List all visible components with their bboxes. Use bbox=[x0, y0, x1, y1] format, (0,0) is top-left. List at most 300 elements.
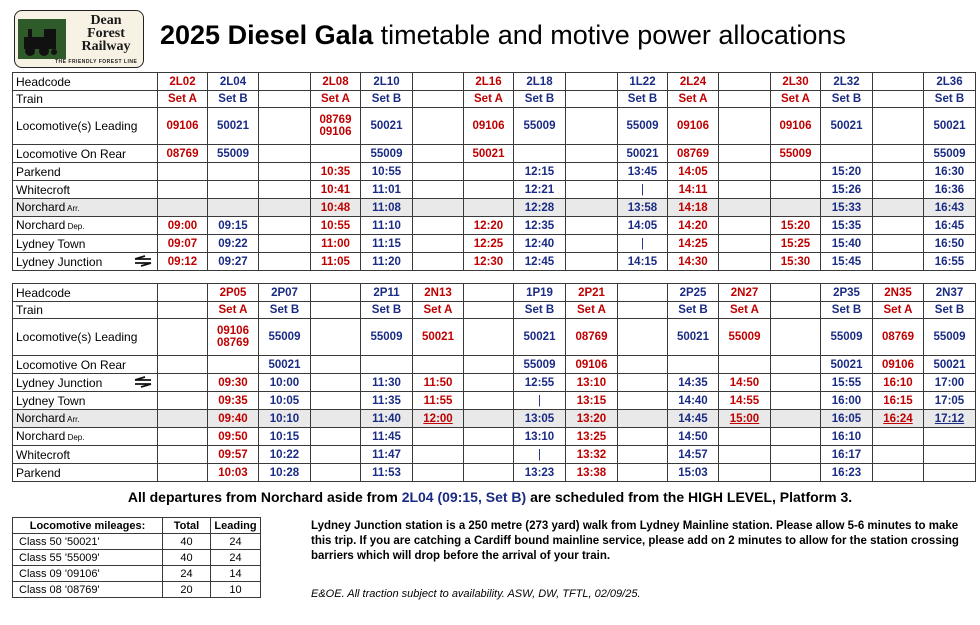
time: 14:55 bbox=[719, 392, 771, 410]
time: 09:07 bbox=[158, 235, 208, 253]
time: 16:10 bbox=[873, 374, 924, 392]
time bbox=[259, 217, 311, 235]
time bbox=[208, 199, 259, 217]
time: 14:35 bbox=[668, 374, 719, 392]
loco-leading: 50021 bbox=[821, 108, 873, 145]
loco-rear bbox=[873, 145, 924, 163]
headcode: 2N13 bbox=[413, 284, 464, 302]
mileage-cls: Class 50 '50021' bbox=[13, 534, 163, 550]
loco-rear: 50021 bbox=[618, 145, 668, 163]
time: 14:05 bbox=[668, 163, 719, 181]
time bbox=[566, 199, 618, 217]
time bbox=[464, 199, 514, 217]
loco-rear bbox=[668, 356, 719, 374]
time: 13:10 bbox=[514, 428, 566, 446]
loco-leading bbox=[566, 108, 618, 145]
time: 17:12 bbox=[924, 410, 976, 428]
loco-rear bbox=[208, 356, 259, 374]
rear-row bbox=[13, 145, 976, 163]
time bbox=[464, 392, 514, 410]
headcode: 2L02 bbox=[158, 73, 208, 91]
time: 11:50 bbox=[413, 374, 464, 392]
loco-rear bbox=[719, 145, 771, 163]
time bbox=[618, 464, 668, 482]
leading-row bbox=[13, 319, 976, 356]
loco-leading bbox=[311, 319, 361, 356]
time: 10:05 bbox=[259, 392, 311, 410]
loco-rear: 50021 bbox=[821, 356, 873, 374]
mileage-total: 40 bbox=[163, 550, 211, 566]
time bbox=[924, 428, 976, 446]
loco-rear: 50021 bbox=[924, 356, 976, 374]
train-set: Set B bbox=[208, 91, 259, 108]
dfr-logo bbox=[14, 10, 144, 68]
time bbox=[413, 464, 464, 482]
time bbox=[158, 392, 208, 410]
time bbox=[566, 217, 618, 235]
headcode bbox=[464, 284, 514, 302]
time: 16:43 bbox=[924, 199, 976, 217]
logo-line-2: Forest bbox=[87, 26, 125, 41]
time: 15:20 bbox=[771, 217, 821, 235]
time: 09:12 bbox=[158, 253, 208, 271]
station-row bbox=[13, 235, 976, 253]
time: 11:05 bbox=[311, 253, 361, 271]
row-label: Norchard Dep. bbox=[13, 428, 158, 446]
mileage-heading: Leading bbox=[211, 518, 261, 534]
loco-leading: 50021 bbox=[924, 108, 976, 145]
row-label: Whitecroft bbox=[13, 181, 158, 199]
time: 09:27 bbox=[208, 253, 259, 271]
time: 16:36 bbox=[924, 181, 976, 199]
time bbox=[873, 464, 924, 482]
headcode bbox=[873, 73, 924, 91]
time: 10:28 bbox=[259, 464, 311, 482]
mileage-row bbox=[13, 566, 261, 582]
time bbox=[873, 253, 924, 271]
loco-leading: 55009 bbox=[259, 319, 311, 356]
lydney-walk-info: Lydney Junction station is a 250 metre (273 yard) walk from Lydney Mainline station. Please allow 5-6 minutes to make this trip. If you are catching a Cardiff bound mainline service, please add on 2 minutes to allow for the station crossing barriers which will drop before the arrival of your train. bbox=[311, 520, 959, 562]
loco-rear bbox=[259, 145, 311, 163]
time: 12:15 bbox=[514, 163, 566, 181]
time: 10:55 bbox=[311, 217, 361, 235]
headcode-row bbox=[13, 73, 976, 91]
station-row bbox=[13, 410, 976, 428]
loco-leading: 08769 bbox=[873, 319, 924, 356]
loco-leading: 55009 bbox=[514, 108, 566, 145]
train-set: Set B bbox=[361, 302, 413, 319]
time bbox=[873, 163, 924, 181]
loco-rear: 50021 bbox=[259, 356, 311, 374]
loco-rear bbox=[464, 356, 514, 374]
row-label: Locomotive(s) Leading bbox=[13, 319, 158, 356]
time bbox=[771, 163, 821, 181]
time: 14:25 bbox=[668, 235, 719, 253]
time: 15:30 bbox=[771, 253, 821, 271]
loco-leading: 50021 bbox=[361, 108, 413, 145]
loco-leading bbox=[618, 319, 668, 356]
time: | bbox=[618, 235, 668, 253]
time: | bbox=[514, 446, 566, 464]
time: 11:20 bbox=[361, 253, 413, 271]
train-set: Set A bbox=[413, 302, 464, 319]
time: 15:20 bbox=[821, 163, 873, 181]
loco-rear bbox=[771, 356, 821, 374]
row-label: Norchard Dep. bbox=[13, 217, 158, 235]
time: 13:38 bbox=[566, 464, 618, 482]
train-set: Set B bbox=[821, 302, 873, 319]
headcode: 2L04 bbox=[208, 73, 259, 91]
train-set: Set A bbox=[771, 91, 821, 108]
time bbox=[618, 374, 668, 392]
time bbox=[719, 446, 771, 464]
loco-leading: 09106 bbox=[158, 108, 208, 145]
time bbox=[719, 428, 771, 446]
headcode: 2P05 bbox=[208, 284, 259, 302]
mileage-row bbox=[13, 550, 261, 566]
time bbox=[566, 235, 618, 253]
train-row bbox=[13, 302, 976, 319]
loco-rear bbox=[566, 145, 618, 163]
time bbox=[413, 446, 464, 464]
time: 09:15 bbox=[208, 217, 259, 235]
row-label: Train bbox=[13, 91, 158, 108]
loco-rear: 55009 bbox=[514, 356, 566, 374]
time bbox=[413, 428, 464, 446]
mileage-row bbox=[13, 582, 261, 598]
loco-rear bbox=[311, 145, 361, 163]
mileage-total: 20 bbox=[163, 582, 211, 598]
row-label: Norchard Arr. bbox=[13, 199, 158, 217]
headcode: 2L18 bbox=[514, 73, 566, 91]
time bbox=[464, 163, 514, 181]
loco-leading: 09106 bbox=[771, 108, 821, 145]
time bbox=[719, 199, 771, 217]
time: 14:05 bbox=[618, 217, 668, 235]
time bbox=[618, 410, 668, 428]
train-set: Set A bbox=[873, 302, 924, 319]
headcode bbox=[413, 73, 464, 91]
loco-rear: 55009 bbox=[924, 145, 976, 163]
mileage-total: 40 bbox=[163, 534, 211, 550]
mileage-cls: Class 09 '09106' bbox=[13, 566, 163, 582]
time: 11:40 bbox=[361, 410, 413, 428]
time: 13:45 bbox=[618, 163, 668, 181]
headcode: 2N37 bbox=[924, 284, 976, 302]
headcode: 2N35 bbox=[873, 284, 924, 302]
train-set: Set B bbox=[514, 302, 566, 319]
time: 16:00 bbox=[821, 392, 873, 410]
row-label: Lydney Junction bbox=[13, 253, 158, 271]
time: 12:25 bbox=[464, 235, 514, 253]
time bbox=[873, 428, 924, 446]
mileage-heading: Locomotive mileages: bbox=[13, 518, 163, 534]
headcode bbox=[566, 73, 618, 91]
loco-leading: 50021 bbox=[413, 319, 464, 356]
time bbox=[771, 410, 821, 428]
headcode: 2L16 bbox=[464, 73, 514, 91]
mileage-leading: 14 bbox=[211, 566, 261, 582]
loco-rear: 08769 bbox=[668, 145, 719, 163]
time: 11:35 bbox=[361, 392, 413, 410]
time: 17:05 bbox=[924, 392, 976, 410]
time: 12:00 bbox=[413, 410, 464, 428]
time: | bbox=[514, 392, 566, 410]
time bbox=[259, 181, 311, 199]
time: 09:57 bbox=[208, 446, 259, 464]
train-set: Set B bbox=[668, 302, 719, 319]
time bbox=[311, 464, 361, 482]
loco-leading: 09106 08769 bbox=[208, 319, 259, 356]
row-label: Parkend bbox=[13, 163, 158, 181]
loco-leading: 50021 bbox=[514, 319, 566, 356]
time: 10:10 bbox=[259, 410, 311, 428]
headcode: 2P35 bbox=[821, 284, 873, 302]
time: 15:45 bbox=[821, 253, 873, 271]
time bbox=[158, 428, 208, 446]
time: 12:55 bbox=[514, 374, 566, 392]
loco-leading: 50021 bbox=[668, 319, 719, 356]
time bbox=[464, 410, 514, 428]
station-row bbox=[13, 446, 976, 464]
time: 09:40 bbox=[208, 410, 259, 428]
headcode: 2L24 bbox=[668, 73, 719, 91]
time bbox=[259, 199, 311, 217]
mileage-cls: Class 08 '08769' bbox=[13, 582, 163, 598]
time: 12:21 bbox=[514, 181, 566, 199]
time bbox=[158, 199, 208, 217]
train-set: Set A bbox=[566, 302, 618, 319]
logo-line-3: Railway bbox=[81, 39, 131, 54]
time: 13:20 bbox=[566, 410, 618, 428]
row-label: Train bbox=[13, 302, 158, 319]
eoe-note: E&OE. All traction subject to availability. ASW, DW, TFTL, 02/09/25. bbox=[311, 588, 641, 600]
station-row bbox=[13, 199, 976, 217]
loco-leading bbox=[464, 319, 514, 356]
loco-rear: 09106 bbox=[873, 356, 924, 374]
time: 16:10 bbox=[821, 428, 873, 446]
time: 14:45 bbox=[668, 410, 719, 428]
time: 14:50 bbox=[668, 428, 719, 446]
time: 16:45 bbox=[924, 217, 976, 235]
timetable-up bbox=[12, 72, 976, 271]
time bbox=[771, 392, 821, 410]
train-set bbox=[566, 91, 618, 108]
train-set: Set A bbox=[158, 91, 208, 108]
time bbox=[719, 464, 771, 482]
time: 12:30 bbox=[464, 253, 514, 271]
loco-leading: 08769 bbox=[566, 319, 618, 356]
station-row bbox=[13, 374, 976, 392]
time: 15:03 bbox=[668, 464, 719, 482]
time: 13:23 bbox=[514, 464, 566, 482]
time bbox=[311, 410, 361, 428]
time: 11:10 bbox=[361, 217, 413, 235]
time bbox=[413, 181, 464, 199]
station-row bbox=[13, 428, 976, 446]
time: 14:18 bbox=[668, 199, 719, 217]
station-row bbox=[13, 217, 976, 235]
time bbox=[311, 446, 361, 464]
time bbox=[873, 217, 924, 235]
loco-rear: 55009 bbox=[208, 145, 259, 163]
loco-leading: 55009 bbox=[361, 319, 413, 356]
time: 09:35 bbox=[208, 392, 259, 410]
time bbox=[464, 464, 514, 482]
loco-rear: 09106 bbox=[566, 356, 618, 374]
time bbox=[771, 464, 821, 482]
time bbox=[873, 181, 924, 199]
time bbox=[464, 428, 514, 446]
time: 14:15 bbox=[618, 253, 668, 271]
time bbox=[719, 253, 771, 271]
train-set: Set B bbox=[821, 91, 873, 108]
loco-rear bbox=[361, 356, 413, 374]
time: 15:25 bbox=[771, 235, 821, 253]
headcode: 2L30 bbox=[771, 73, 821, 91]
time bbox=[413, 217, 464, 235]
time: 11:45 bbox=[361, 428, 413, 446]
national-rail-icon bbox=[133, 255, 153, 269]
headcode: 2L08 bbox=[311, 73, 361, 91]
rear-row bbox=[13, 356, 976, 374]
time: 11:08 bbox=[361, 199, 413, 217]
loco-leading bbox=[873, 108, 924, 145]
time: 12:45 bbox=[514, 253, 566, 271]
time bbox=[618, 446, 668, 464]
leading-row bbox=[13, 108, 976, 145]
loco-leading: 55009 bbox=[719, 319, 771, 356]
time bbox=[719, 163, 771, 181]
train-set: Set B bbox=[259, 302, 311, 319]
row-label: Norchard Arr. bbox=[13, 410, 158, 428]
time: 13:25 bbox=[566, 428, 618, 446]
time bbox=[873, 235, 924, 253]
time bbox=[158, 163, 208, 181]
time bbox=[158, 446, 208, 464]
mileage-total: 24 bbox=[163, 566, 211, 582]
time: 15:55 bbox=[821, 374, 873, 392]
time bbox=[464, 374, 514, 392]
row-label: Locomotive On Rear bbox=[13, 356, 158, 374]
time bbox=[719, 235, 771, 253]
time: 13:32 bbox=[566, 446, 618, 464]
loco-leading bbox=[259, 108, 311, 145]
headcode bbox=[771, 284, 821, 302]
row-label: Locomotive(s) Leading bbox=[13, 108, 158, 145]
time: 14:40 bbox=[668, 392, 719, 410]
row-label: Whitecroft bbox=[13, 446, 158, 464]
train-set bbox=[311, 302, 361, 319]
headcode: 2N27 bbox=[719, 284, 771, 302]
loco-leading: 50021 bbox=[208, 108, 259, 145]
time: 11:15 bbox=[361, 235, 413, 253]
loco-rear: 55009 bbox=[361, 145, 413, 163]
time bbox=[924, 464, 976, 482]
time bbox=[873, 199, 924, 217]
time: 11:30 bbox=[361, 374, 413, 392]
loco-leading: 55009 bbox=[821, 319, 873, 356]
time: 16:55 bbox=[924, 253, 976, 271]
train-set bbox=[873, 91, 924, 108]
loco-rear bbox=[158, 356, 208, 374]
time: 10:41 bbox=[311, 181, 361, 199]
time: 16:05 bbox=[821, 410, 873, 428]
headcode: 2P21 bbox=[566, 284, 618, 302]
loco-rear bbox=[514, 145, 566, 163]
time: 16:50 bbox=[924, 235, 976, 253]
mileage-row bbox=[13, 534, 261, 550]
train-set: Set A bbox=[464, 91, 514, 108]
loco-leading: 55009 bbox=[618, 108, 668, 145]
time bbox=[719, 217, 771, 235]
headcode-row bbox=[13, 284, 976, 302]
platform-note: All departures from Norchard aside from 2L04 (09:15, Set B) are scheduled from the HIGH LEVEL, Platform 3. bbox=[127, 489, 853, 505]
time bbox=[311, 428, 361, 446]
time: 15:35 bbox=[821, 217, 873, 235]
headcode: 2L36 bbox=[924, 73, 976, 91]
train-set: Set B bbox=[514, 91, 566, 108]
loco-leading: 08769 09106 bbox=[311, 108, 361, 145]
time: 14:57 bbox=[668, 446, 719, 464]
loco-leading bbox=[719, 108, 771, 145]
time bbox=[464, 446, 514, 464]
time: 17:00 bbox=[924, 374, 976, 392]
time bbox=[413, 235, 464, 253]
time: 10:55 bbox=[361, 163, 413, 181]
station-row bbox=[13, 464, 976, 482]
row-label: Headcode bbox=[13, 73, 158, 91]
time: 11:00 bbox=[311, 235, 361, 253]
loco-rear bbox=[311, 356, 361, 374]
loco-leading: 55009 bbox=[924, 319, 976, 356]
headcode: 2P11 bbox=[361, 284, 413, 302]
time: 16:17 bbox=[821, 446, 873, 464]
time: 10:15 bbox=[259, 428, 311, 446]
time: 16:24 bbox=[873, 410, 924, 428]
row-label: Lydney Town bbox=[13, 235, 158, 253]
time bbox=[311, 374, 361, 392]
headcode bbox=[618, 284, 668, 302]
time bbox=[771, 428, 821, 446]
headcode: 1L22 bbox=[618, 73, 668, 91]
mileage-cls: Class 55 '55009' bbox=[13, 550, 163, 566]
time bbox=[566, 253, 618, 271]
time: 15:40 bbox=[821, 235, 873, 253]
time: 16:23 bbox=[821, 464, 873, 482]
time bbox=[158, 410, 208, 428]
time: 15:33 bbox=[821, 199, 873, 217]
time: 13:05 bbox=[514, 410, 566, 428]
time: 15:26 bbox=[821, 181, 873, 199]
train-set: Set B bbox=[924, 91, 976, 108]
time bbox=[719, 181, 771, 199]
headcode: 2L32 bbox=[821, 73, 873, 91]
time: 10:48 bbox=[311, 199, 361, 217]
headcode bbox=[719, 73, 771, 91]
time bbox=[158, 374, 208, 392]
time: 12:35 bbox=[514, 217, 566, 235]
time: 11:55 bbox=[413, 392, 464, 410]
time: 16:30 bbox=[924, 163, 976, 181]
train-set bbox=[719, 91, 771, 108]
train-set: Set A bbox=[668, 91, 719, 108]
train-set bbox=[771, 302, 821, 319]
loco-leading bbox=[771, 319, 821, 356]
time: 13:58 bbox=[618, 199, 668, 217]
time: 14:11 bbox=[668, 181, 719, 199]
loco-rear: 55009 bbox=[771, 145, 821, 163]
